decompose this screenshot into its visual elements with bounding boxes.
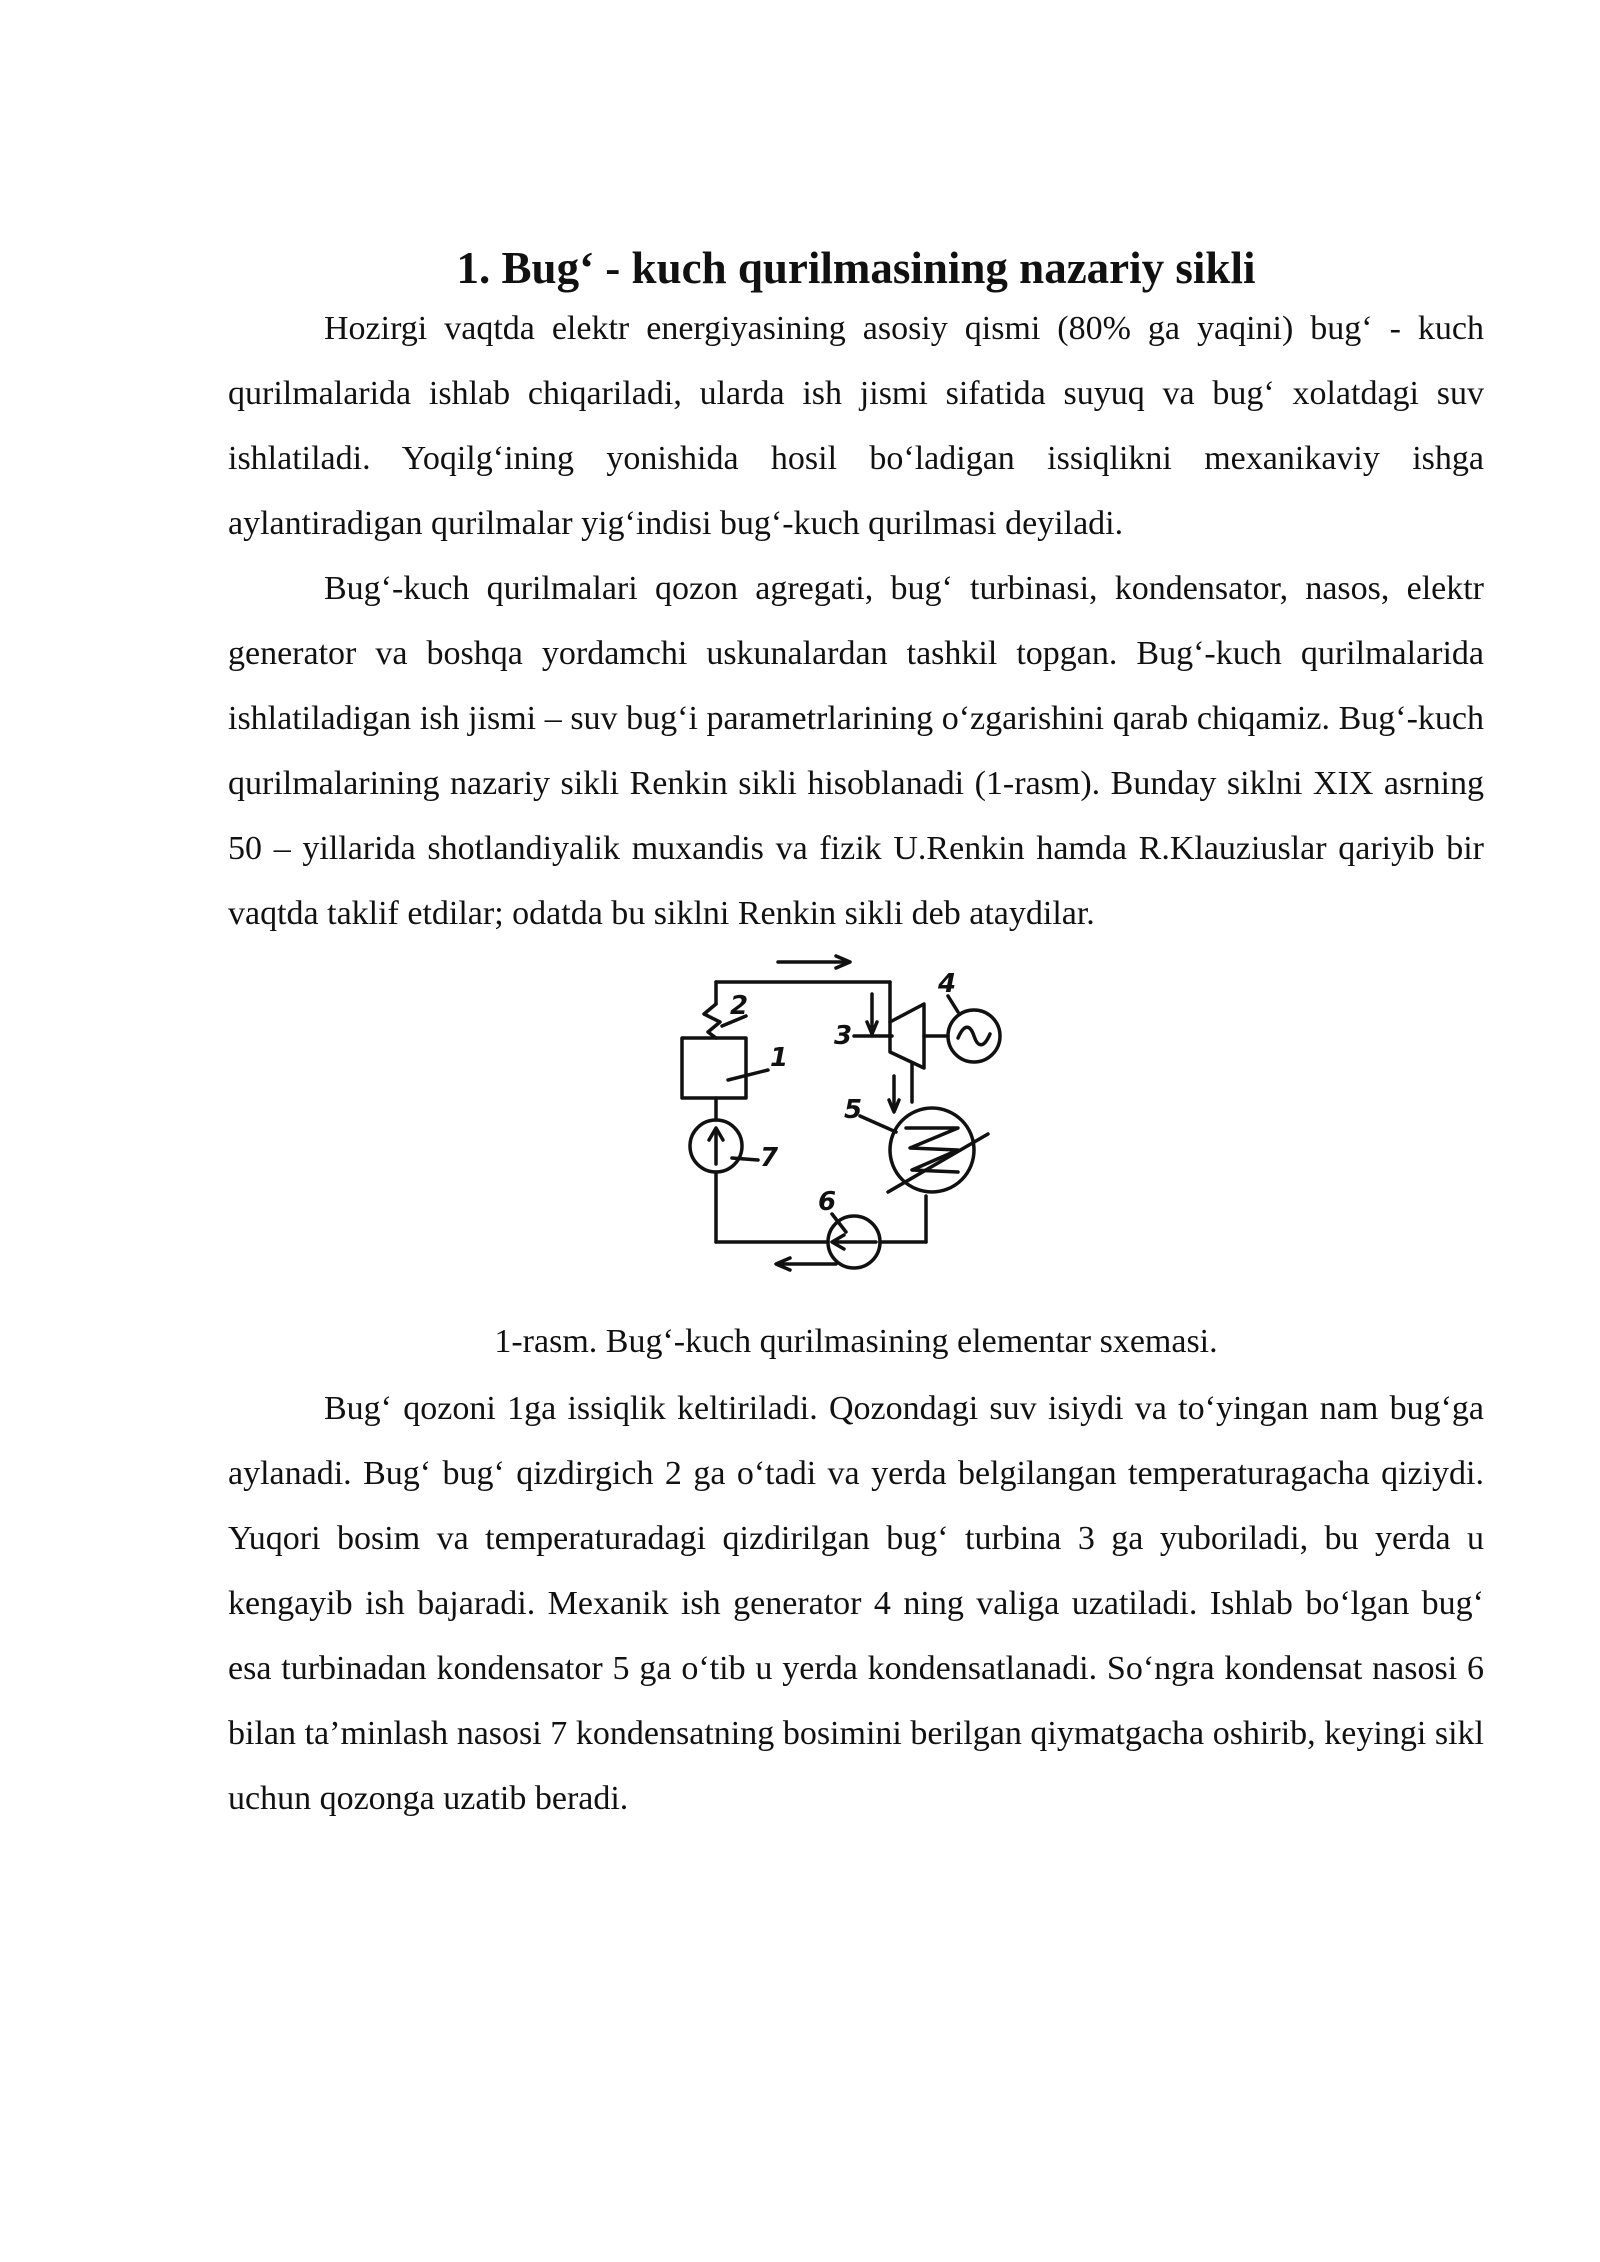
generator-sine <box>958 1027 990 1045</box>
label-7: 7 <box>760 1143 779 1173</box>
label-1: 1 <box>770 1043 789 1073</box>
superheater-coil <box>704 1004 720 1038</box>
label-5: 5 <box>844 1095 863 1125</box>
label-3: 3 <box>834 1021 853 1051</box>
paragraph: Hozirgi vaqtda elektr energiyasining asosiy qismi (80% ga yaqini) bug‘ - kuch qurilmalarida ishlab chiqariladi, ularda ish jismi sifatida suyuq va bug‘ xolatdagi suv ishlatiladi. Yoqilg‘ining yonishida hosil bo‘ladigan issiqlikni mexanikaviy ishga aylantiradigan qurilmalar yig‘indisi bug‘-kuch qurilmasi deyiladi. <box>228 310 1484 542</box>
label-4: 4 <box>938 969 957 999</box>
label-2: 2 <box>730 991 749 1021</box>
label-6: 6 <box>818 1187 837 1217</box>
document-title: 1. Bug‘ - kuch qurilmasining nazariy sikli <box>456 243 1256 293</box>
leader-5 <box>860 1116 896 1132</box>
boiler <box>682 1038 746 1098</box>
turbine <box>890 1004 924 1068</box>
leader-1 <box>728 1070 768 1080</box>
paragraph: Bug‘-kuch qurilmalari qozon agregati, bug‘ turbinasi, kondensator, nasos, elektr generator va boshqa yordamchi uskunalardan tashkil topgan. Bug‘-kuch qurilmalarida ishlatiladigan ish jismi – suv bug‘i parametrlarining o‘zgarishini qarab chiqamiz. Bug‘-kuch qurilmalarining nazariy sikli Renkin sikli hisoblanadi (1-rasm). Bunday siklni XIX asrning 50 – yillarida shotlandiyalik muxandis va fizik U.Renkin hamda R.Klauziuslar qariyib bir vaqtda taklif etdilar; odatda bu siklni Renkin sikli deb ataydilar. <box>228 570 1484 932</box>
figure-caption: 1-rasm. Bug‘-kuch qurilmasining elementar sxemasi. <box>494 1323 1218 1360</box>
rankine-cycle-schematic <box>668 952 1048 1312</box>
rankine-schematic-figure <box>228 952 1484 1312</box>
leader-7 <box>732 1158 758 1160</box>
paragraph: Bug‘ qozoni 1ga issiqlik keltiriladi. Qozondagi suv isiydi va to‘yingan nam bug‘ga aylanadi. Bug‘ bug‘ qizdirgich 2 ga o‘tadi va yerda belgilangan temperaturagacha qiziydi. Yuqori bosim va temperaturadagi qizdirilgan bug‘ turbina 3 ga yuboriladi, bu yerda u kengayib ish bajaradi. Mexanik ish generator 4 ning valiga uzatiladi. Ishlab bo‘lgan bug‘ esa turbinadan kondensator 5 ga o‘tib u yerda kondensatlanadi. So‘ngra kondensat nasosi 6 bilan ta’minlash nasosi 7 kondensatning bosimini berilgan qiymatgacha oshirib, keyingi sikl uchun qozonga uzatib beradi. <box>228 1390 1484 1817</box>
document-page <box>228 240 1484 1831</box>
